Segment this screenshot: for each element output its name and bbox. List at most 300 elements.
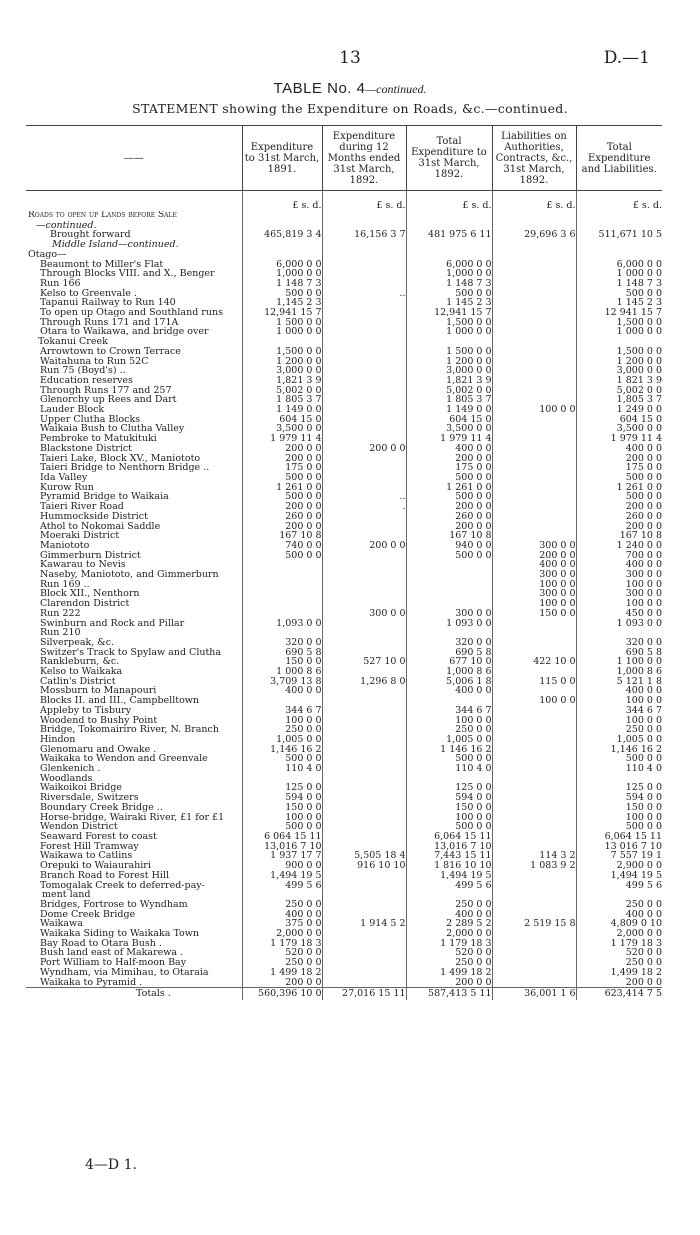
- table-row: [26, 783, 662, 793]
- amount-cell: [492, 638, 576, 648]
- amount-cell: [492, 667, 576, 677]
- amount-cell: 175 0 0: [576, 463, 662, 473]
- table-row: [26, 434, 662, 444]
- table-row: [26, 250, 662, 260]
- amount-cell: 499 5 6: [242, 881, 322, 891]
- amount-cell: 400 0 0: [242, 910, 322, 920]
- row-description: Otago—: [28, 249, 67, 260]
- table-row: [26, 279, 662, 289]
- amount-cell: [322, 551, 406, 561]
- amount-cell: [576, 211, 662, 221]
- amount-cell: 500 0 0: [406, 551, 492, 561]
- table-row: [26, 376, 662, 386]
- amount-cell: [322, 250, 406, 260]
- amount-cell: 110 4 0: [576, 764, 662, 774]
- amount-cell: 511,671 10 5: [576, 230, 662, 240]
- table-row: [26, 628, 662, 638]
- amount-cell: 1,805 3 7: [576, 395, 662, 405]
- amount-cell: [406, 599, 492, 609]
- row-description: Woodend to Bushy Point: [40, 715, 158, 726]
- totals-cell: 36,001 1 6: [492, 988, 576, 1001]
- amount-cell: [322, 279, 406, 289]
- column-header-description: ——: [26, 126, 242, 191]
- amount-cell: 2 519 15 8: [492, 919, 576, 929]
- amount-cell: 300 0 0: [406, 609, 492, 619]
- amount-cell: 3,500 0 0: [576, 424, 662, 434]
- table-row: [26, 774, 662, 784]
- amount-cell: [492, 735, 576, 745]
- amount-cell: 200 0 0: [242, 522, 322, 532]
- amount-cell: [492, 473, 576, 483]
- amount-cell: 1,494 19 5: [576, 871, 662, 881]
- row-description: Blackstone District: [40, 443, 132, 454]
- row-description: Catlin's District: [40, 676, 116, 687]
- amount-cell: 344 6 7: [242, 706, 322, 716]
- page-footer: 4—D 1.: [85, 1157, 137, 1173]
- amount-cell: [322, 473, 406, 483]
- amount-cell: [406, 560, 492, 570]
- amount-cell: 1 000 8 6: [242, 667, 322, 677]
- amount-cell: [492, 269, 576, 279]
- row-description: Maniototo: [40, 540, 90, 551]
- amount-cell: 200 0 0: [492, 551, 576, 561]
- table-row: [26, 793, 662, 803]
- amount-cell: 940 0 0: [406, 541, 492, 551]
- table-row: [26, 890, 662, 900]
- row-description: Run 169 ..: [40, 579, 90, 590]
- amount-cell: [492, 492, 576, 502]
- amount-cell: 594 0 0: [576, 793, 662, 803]
- amount-cell: 125 0 0: [576, 783, 662, 793]
- amount-cell: 200 0 0: [576, 522, 662, 532]
- amount-cell: 740 0 0: [242, 541, 322, 551]
- table-row: [26, 822, 662, 832]
- amount-cell: 900 0 0: [242, 861, 322, 871]
- amount-cell: [322, 890, 406, 900]
- amount-cell: [576, 240, 662, 250]
- amount-cell: [242, 337, 322, 347]
- amount-cell: 1 179 18 3: [406, 939, 492, 949]
- amount-cell: 500 0 0: [406, 492, 492, 502]
- amount-cell: 1 805 3 7: [406, 395, 492, 405]
- amount-cell: 500 0 0: [576, 289, 662, 299]
- amount-cell: [322, 706, 406, 716]
- row-description: Port William to Half-moon Bay: [40, 958, 187, 968]
- table-row: [26, 512, 662, 522]
- row-description: Kelso to Waikaka: [40, 667, 123, 677]
- amount-cell: [242, 221, 322, 231]
- amount-cell: [322, 881, 406, 891]
- amount-cell: [492, 619, 576, 629]
- table-row: [26, 968, 662, 978]
- amount-cell: [322, 725, 406, 735]
- amount-cell: 1 093 0 0: [576, 619, 662, 629]
- amount-cell: 1,500 0 0: [576, 347, 662, 357]
- table-row: [26, 308, 662, 318]
- amount-cell: [322, 735, 406, 745]
- table-row: [26, 444, 662, 454]
- amount-cell: [406, 337, 492, 347]
- amount-cell: 1 979 11 4: [406, 434, 492, 444]
- table-row: [26, 589, 662, 599]
- amount-cell: 1 179 18 3: [576, 939, 662, 949]
- amount-cell: 100 0 0: [576, 716, 662, 726]
- amount-cell: 300 0 0: [322, 609, 406, 619]
- amount-cell: [492, 424, 576, 434]
- table-row: [26, 386, 662, 396]
- amount-cell: [576, 337, 662, 347]
- amount-cell: ..: [322, 492, 406, 502]
- amount-cell: [322, 483, 406, 493]
- amount-cell: [322, 260, 406, 270]
- row-description: Tomogalak Creek to deferred-pay-: [40, 880, 205, 891]
- amount-cell: 1 500 0 0: [242, 318, 322, 328]
- row-description: Tapanui Railway to Run 140: [40, 298, 176, 309]
- row-description: Kurow Run: [40, 482, 94, 493]
- unit-label: £ s. d.: [322, 200, 406, 211]
- amount-cell: 200 0 0: [576, 978, 662, 988]
- amount-cell: 400 0 0: [492, 560, 576, 570]
- amount-cell: [322, 871, 406, 881]
- amount-cell: [492, 366, 576, 376]
- row-description: Orepuki to Waiaurahiri: [40, 861, 151, 871]
- amount-cell: 700 0 0: [576, 551, 662, 561]
- amount-cell: 1,500 0 0: [576, 318, 662, 328]
- row-description: Switzer's Track to Spylaw and Clutha: [40, 647, 222, 658]
- amount-cell: 6,000 0 0: [406, 260, 492, 270]
- row-description: Glenorchy up Rees and Dart: [40, 395, 177, 406]
- amount-cell: 400 0 0: [576, 560, 662, 570]
- totals-row: [26, 988, 662, 1001]
- amount-cell: [492, 211, 576, 221]
- table-row: [26, 706, 662, 716]
- amount-cell: 3,500 0 0: [406, 424, 492, 434]
- row-description: Naseby, Maniototo, and Gimmerburn: [40, 570, 219, 580]
- amount-cell: [492, 376, 576, 386]
- row-description: Upper Clutha Blocks: [40, 414, 141, 425]
- amount-cell: [322, 774, 406, 784]
- table-row: [26, 531, 662, 541]
- column-header-expenditure-12-months: Expenditure during 12 Months ended 31st March, 1892.: [322, 126, 406, 191]
- amount-cell: 29,696 3 6: [492, 230, 576, 240]
- row-description: Swinburn and Rock and Pillar: [40, 618, 185, 629]
- amount-cell: [322, 211, 406, 221]
- amount-cell: [406, 628, 492, 638]
- amount-cell: 320 0 0: [406, 638, 492, 648]
- table-row: [26, 745, 662, 755]
- table-row: [26, 638, 662, 648]
- amount-cell: [576, 890, 662, 900]
- unit-label: £ s. d.: [406, 200, 492, 211]
- row-description: Dome Creek Bridge: [40, 909, 136, 920]
- table-row: [26, 803, 662, 813]
- row-description: Mossburn to Manapouri: [40, 686, 157, 697]
- amount-cell: 100 0 0: [406, 813, 492, 823]
- row-description: Waikaia Bush to Clutha Valley: [40, 424, 185, 435]
- table-row: [26, 405, 662, 415]
- table-row: [26, 289, 662, 299]
- table-row: [26, 240, 662, 250]
- amount-cell: 100 0 0: [492, 580, 576, 590]
- amount-cell: 125 0 0: [406, 783, 492, 793]
- amount-cell: 1 816 10 10: [406, 861, 492, 871]
- amount-cell: 150 0 0: [406, 803, 492, 813]
- amount-cell: 2,000 0 0: [242, 929, 322, 939]
- amount-cell: 690 5 8: [242, 648, 322, 658]
- amount-cell: 6,064 15 11: [576, 832, 662, 842]
- amount-cell: 250 0 0: [406, 725, 492, 735]
- amount-cell: [242, 211, 322, 221]
- row-description: Gimmerburn District: [40, 550, 141, 561]
- table-row: [26, 851, 662, 861]
- amount-cell: 520 0 0: [242, 948, 322, 958]
- row-description: Beaumont to Miller's Flat: [40, 259, 164, 270]
- table-row: [26, 269, 662, 279]
- amount-cell: 690 5 8: [576, 648, 662, 658]
- amount-cell: 1 145 2 3: [406, 298, 492, 308]
- amount-cell: [322, 415, 406, 425]
- table-row: [26, 910, 662, 920]
- row-description: Appleby to Tisbury: [40, 705, 132, 716]
- amount-cell: [242, 774, 322, 784]
- row-description: Glenkenich .: [40, 764, 101, 774]
- amount-cell: 594 0 0: [406, 793, 492, 803]
- amount-cell: [322, 386, 406, 396]
- row-description: Kawarau to Nevis: [40, 560, 126, 571]
- amount-cell: [492, 289, 576, 299]
- amount-cell: [576, 250, 662, 260]
- totals-label: Totals .: [26, 988, 242, 1001]
- amount-cell: [322, 900, 406, 910]
- row-description: Waikawa: [40, 919, 83, 930]
- table-row: [26, 813, 662, 823]
- amount-cell: [322, 560, 406, 570]
- amount-cell: 1 200 0 0: [242, 357, 322, 367]
- amount-cell: 100 0 0: [576, 599, 662, 609]
- amount-cell: [322, 522, 406, 532]
- amount-cell: 400 0 0: [576, 910, 662, 920]
- amount-cell: [492, 221, 576, 231]
- table-row: [26, 298, 662, 308]
- amount-cell: 1 261 0 0: [242, 483, 322, 493]
- amount-cell: [492, 444, 576, 454]
- amount-cell: [492, 298, 576, 308]
- table-row: [26, 318, 662, 328]
- amount-cell: [322, 764, 406, 774]
- amount-cell: 100 0 0: [576, 696, 662, 706]
- amount-cell: 5,002 0 0: [242, 386, 322, 396]
- row-description: Arrowtown to Crown Terrace: [40, 346, 181, 357]
- row-description: Blocks II. and III., Campbelltown: [40, 696, 200, 706]
- amount-cell: 1,000 8 6: [576, 667, 662, 677]
- amount-cell: 100 0 0: [492, 405, 576, 415]
- amount-cell: 1 914 5 2: [322, 919, 406, 929]
- amount-cell: 300 0 0: [492, 589, 576, 599]
- table-row: [26, 609, 662, 619]
- amount-cell: 100 0 0: [242, 716, 322, 726]
- amount-cell: 1,005 0 0: [242, 735, 322, 745]
- row-description: Kelso to Greenvale .: [40, 288, 137, 299]
- amount-cell: [492, 240, 576, 250]
- amount-cell: [492, 754, 576, 764]
- table-row: [26, 473, 662, 483]
- amount-cell: [492, 308, 576, 318]
- amount-cell: [242, 250, 322, 260]
- amount-cell: 1 148 7 3: [576, 279, 662, 289]
- amount-cell: 1 979 11 4: [576, 434, 662, 444]
- amount-cell: [492, 327, 576, 337]
- row-description: Otara to Waikawa, and bridge over: [40, 327, 209, 338]
- amount-cell: [322, 628, 406, 638]
- amount-cell: 500 0 0: [576, 754, 662, 764]
- column-header-expenditure-1891: Expenditure to 31st March, 1891.: [242, 126, 322, 191]
- table-row: [26, 881, 662, 891]
- row-description: Through Blocks VIII. and X., Benger: [40, 269, 215, 279]
- table-row: [26, 327, 662, 337]
- amount-cell: [492, 881, 576, 891]
- amount-cell: 100 0 0: [576, 813, 662, 823]
- amount-cell: 500 0 0: [242, 822, 322, 832]
- amount-cell: 12,941 15 7: [242, 308, 322, 318]
- amount-cell: 100 0 0: [492, 696, 576, 706]
- row-description: Clarendon District: [40, 599, 130, 609]
- amount-cell: 1,821 3 9: [406, 376, 492, 386]
- amount-cell: 300 0 0: [576, 570, 662, 580]
- amount-cell: 300 0 0: [492, 570, 576, 580]
- amount-cell: [492, 793, 576, 803]
- amount-cell: [492, 939, 576, 949]
- amount-cell: [322, 434, 406, 444]
- amount-cell: [406, 211, 492, 221]
- row-description: Woodlands: [40, 773, 93, 784]
- amount-cell: 5,006 1 8: [406, 677, 492, 687]
- amount-cell: [492, 531, 576, 541]
- amount-cell: 100 0 0: [576, 580, 662, 590]
- amount-cell: [322, 716, 406, 726]
- amount-cell: 500 0 0: [576, 822, 662, 832]
- amount-cell: [492, 463, 576, 473]
- page-number: 13: [339, 48, 361, 68]
- amount-cell: 2,000 0 0: [576, 929, 662, 939]
- amount-cell: [492, 454, 576, 464]
- amount-cell: [242, 599, 322, 609]
- amount-cell: [322, 832, 406, 842]
- table-row: [26, 871, 662, 881]
- amount-cell: 1 261 0 0: [576, 483, 662, 493]
- amount-cell: [322, 308, 406, 318]
- row-description: Silverpeak, &c.: [40, 637, 115, 648]
- amount-cell: [492, 764, 576, 774]
- table-row: [26, 366, 662, 376]
- amount-cell: 1 499 18 2: [242, 968, 322, 978]
- amount-cell: 5 121 1 8: [576, 677, 662, 687]
- amount-cell: 604 15 0: [406, 415, 492, 425]
- amount-cell: 500 0 0: [576, 492, 662, 502]
- amount-cell: [322, 599, 406, 609]
- amount-cell: 200 0 0: [406, 454, 492, 464]
- amount-cell: 13 016 7 10: [576, 842, 662, 852]
- amount-cell: 5,002 0 0: [576, 386, 662, 396]
- amount-cell: 1 240 0 0: [576, 541, 662, 551]
- row-description: ment land: [42, 890, 91, 900]
- amount-cell: 594 0 0: [242, 793, 322, 803]
- table-row: [26, 347, 662, 357]
- amount-cell: [492, 929, 576, 939]
- amount-cell: 250 0 0: [576, 900, 662, 910]
- amount-cell: 499 5 6: [406, 881, 492, 891]
- amount-cell: [576, 774, 662, 784]
- amount-cell: 1 148 7 3: [242, 279, 322, 289]
- table-row: [26, 716, 662, 726]
- row-description: Waikaka to Pyramid .: [40, 977, 143, 988]
- amount-cell: 1,494 19 5: [406, 871, 492, 881]
- amount-cell: 500 0 0: [406, 822, 492, 832]
- unit-label: £ s. d.: [242, 200, 322, 211]
- amount-cell: 125 0 0: [242, 783, 322, 793]
- amount-cell: [492, 822, 576, 832]
- amount-cell: 344 6 7: [576, 706, 662, 716]
- amount-cell: 110 4 0: [242, 764, 322, 774]
- amount-cell: 1,500 0 0: [406, 318, 492, 328]
- amount-cell: 250 0 0: [576, 958, 662, 968]
- row-description: Run 75 (Boyd's) ..: [40, 366, 126, 376]
- amount-cell: 1,000 8 6: [406, 667, 492, 677]
- amount-cell: [322, 638, 406, 648]
- table-title-main: TABLE No. 4: [273, 80, 366, 97]
- amount-cell: [322, 424, 406, 434]
- amount-cell: 1 149 0 0: [242, 405, 322, 415]
- table-row: [26, 337, 662, 347]
- amount-cell: 6,000 0 0: [576, 260, 662, 270]
- amount-cell: [322, 648, 406, 658]
- amount-cell: [322, 842, 406, 852]
- amount-cell: 115 0 0: [492, 677, 576, 687]
- amount-cell: 6,064 15 11: [406, 832, 492, 842]
- row-description: Waikaka Siding to Waikaka Town: [40, 929, 200, 939]
- amount-cell: ..: [322, 289, 406, 299]
- amount-cell: 1 000 0 0: [576, 327, 662, 337]
- amount-cell: 200 0 0: [242, 978, 322, 988]
- row-description: Run 210: [40, 628, 81, 638]
- amount-cell: [322, 357, 406, 367]
- table-row: [26, 483, 662, 493]
- amount-cell: [406, 570, 492, 580]
- row-description: Block XII., Nenthorn: [40, 589, 140, 600]
- amount-cell: [492, 250, 576, 260]
- amount-cell: 400 0 0: [576, 444, 662, 454]
- amount-cell: 6,000 0 0: [242, 260, 322, 270]
- amount-cell: [492, 745, 576, 755]
- table-subtitle: STATEMENT showing the Expenditure on Roads, &c.—continued.: [132, 101, 568, 116]
- table-row: [26, 599, 662, 609]
- table-row: [26, 832, 662, 842]
- amount-cell: 400 0 0: [406, 686, 492, 696]
- amount-cell: [242, 240, 322, 250]
- row-description: Pyramid Bridge to Waikaia: [40, 492, 169, 503]
- amount-cell: [322, 454, 406, 464]
- amount-cell: 500 0 0: [242, 289, 322, 299]
- amount-cell: 520 0 0: [406, 948, 492, 958]
- row-description: Ida Valley: [40, 472, 88, 483]
- amount-cell: 1,146 16 2: [242, 745, 322, 755]
- amount-cell: 500 0 0: [242, 473, 322, 483]
- table-row: [26, 939, 662, 949]
- amount-cell: 7,443 15 11: [406, 851, 492, 861]
- amount-cell: 400 0 0: [406, 444, 492, 454]
- amount-cell: [322, 512, 406, 522]
- amount-cell: 500 0 0: [406, 289, 492, 299]
- amount-cell: 250 0 0: [406, 900, 492, 910]
